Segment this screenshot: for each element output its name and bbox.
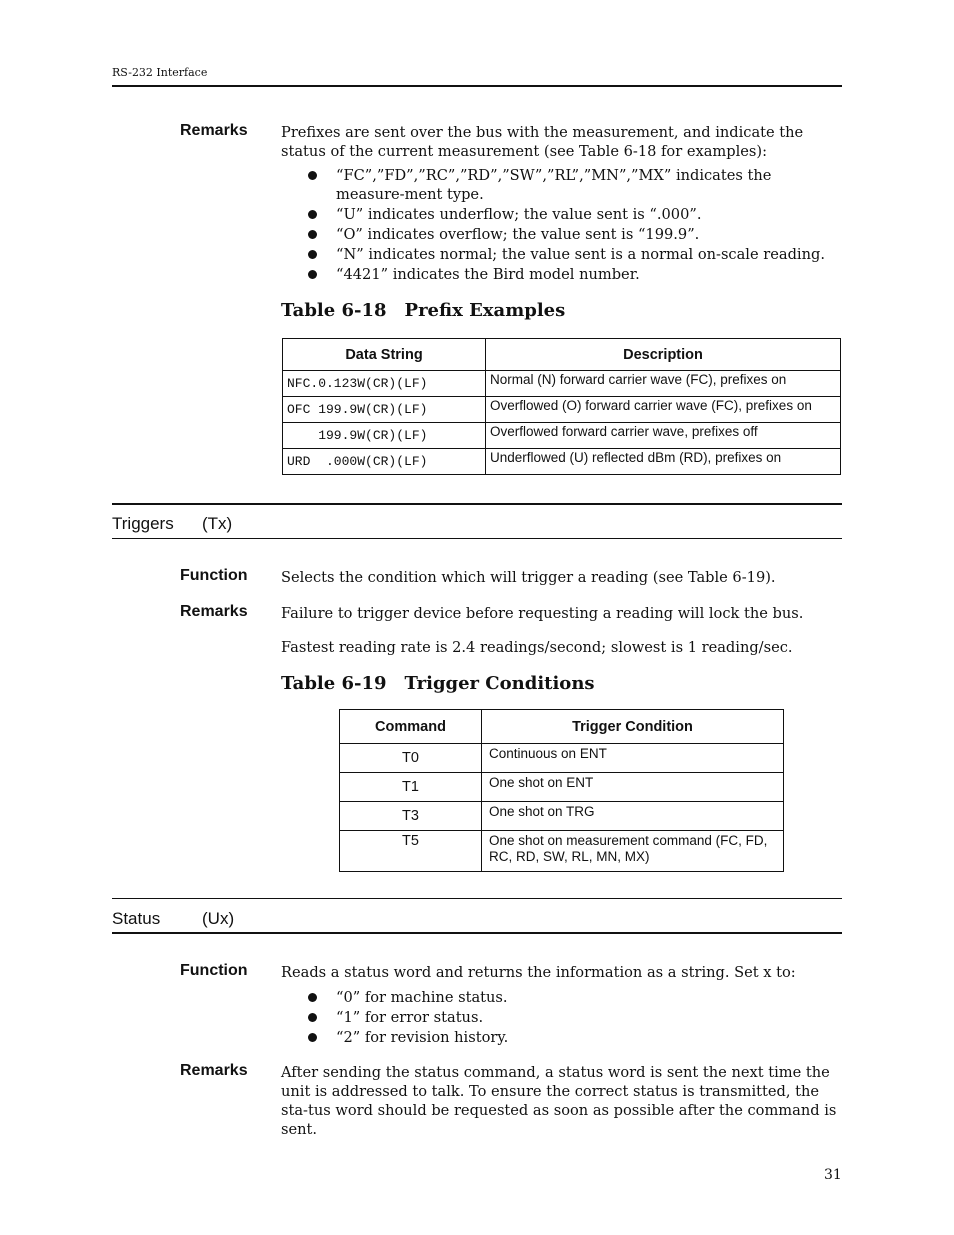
list-item: “U” indicates underflow; the value sent is “.000”.: [306, 205, 841, 224]
list-item: “O” indicates overflow; the value sent is “199.9”.: [306, 225, 841, 244]
header-rule: [112, 85, 842, 87]
triggers-remarks-text-2: Fastest reading rate is 2.4 readings/second; slowest is 1 reading/sec.: [281, 639, 793, 656]
prefix-remarks-text: Prefixes are sent over the bus with the measurement, and indicate the status of the current measurement (see Table 6-18 for examples):: [281, 124, 804, 160]
list-item: “0” for machine status.: [306, 988, 841, 1007]
page-number: 31: [824, 1167, 842, 1183]
status-remarks-text: After sending the status command, a status word is sent the next time the unit is addressed to talk. To ensure the correct status is transmitted, the sta-tus word should be requested as soon as possible after the command is sent.: [281, 1064, 837, 1138]
bullet-icon: [308, 1033, 317, 1042]
section-heading: Triggers (Tx): [112, 514, 233, 533]
command-cell: T0: [340, 744, 482, 773]
bullet-icon: [308, 270, 317, 279]
description-cell: Overflowed forward carrier wave, prefixes off: [486, 423, 841, 449]
condition-cell: Continuous on ENT: [482, 744, 784, 773]
table-row: [340, 744, 784, 773]
prefix-examples-table: [282, 338, 841, 475]
section-heading: Status (Ux): [112, 909, 235, 928]
running-head: RS-232 Interface: [112, 66, 208, 79]
list-item: “1” for error status.: [306, 1008, 841, 1027]
description-cell: Overflowed (O) forward carrier wave (FC), prefixes on: [486, 397, 841, 423]
list-item: “FC”,”FD”,”RC”,”RD”,”SW”,”RL”,”MN”,”MX” indicates the measure-ment type.: [306, 166, 841, 204]
triggers-remarks-text: Failure to trigger device before requesting a reading will lock the bus.: [281, 605, 804, 622]
condition-cell: One shot on TRG: [482, 802, 784, 831]
column-header: Command: [340, 710, 482, 744]
data-string-cell: 199.9W(CR)(LF): [283, 423, 486, 449]
bullet-icon: [308, 230, 317, 239]
bullet-icon: [308, 1013, 317, 1022]
condition-cell: One shot on ENT: [482, 773, 784, 802]
table-title: Table 6-19 Trigger Conditions: [281, 673, 595, 694]
table-header-row: [340, 710, 784, 744]
table-header-row: [283, 339, 841, 371]
column-header: Trigger Condition: [482, 710, 784, 744]
table-row: [340, 773, 784, 802]
command-cell: T3: [340, 802, 482, 831]
section-rule-bottom: [112, 932, 842, 934]
table-row: [340, 831, 784, 872]
status-function-text: Reads a status word and returns the information as a string. Set x to:: [281, 964, 796, 981]
description-cell: Underflowed (U) reflected dBm (RD), prefixes on: [486, 449, 841, 475]
list-item: “4421” indicates the Bird model number.: [306, 265, 841, 284]
remarks-label: Remarks: [180, 603, 248, 620]
table-row: [283, 423, 841, 449]
bullet-icon: [308, 250, 317, 259]
remarks-label: Remarks: [180, 122, 248, 139]
list-item: “2” for revision history.: [306, 1028, 841, 1047]
table-row: [283, 371, 841, 397]
column-header: Data String: [283, 339, 486, 371]
condition-cell: One shot on measurement command (FC, FD, RC, RD, SW, RL, MN, MX): [482, 831, 784, 872]
command-cell: T1: [340, 773, 482, 802]
trigger-conditions-table: [339, 709, 784, 872]
bullet-icon: [308, 171, 317, 180]
bullet-icon: [308, 210, 317, 219]
table-row: [340, 802, 784, 831]
prefix-bullet-list: [306, 166, 841, 284]
data-string-cell: URD .000W(CR)(LF): [283, 449, 486, 475]
triggers-function-text: Selects the condition which will trigger a reading (see Table 6-19).: [281, 569, 776, 586]
data-string-cell: NFC.0.123W(CR)(LF): [283, 371, 486, 397]
table-title: Table 6-18 Prefix Examples: [281, 300, 566, 321]
remarks-label: Remarks: [180, 1062, 248, 1079]
command-cell: T5: [340, 831, 482, 872]
function-label: Function: [180, 962, 248, 979]
data-string-cell: OFC 199.9W(CR)(LF): [283, 397, 486, 423]
bullet-icon: [308, 993, 317, 1002]
section-rule-top: [112, 898, 842, 899]
description-cell: Normal (N) forward carrier wave (FC), prefixes on: [486, 371, 841, 397]
function-label: Function: [180, 567, 248, 584]
status-bullet-list: [306, 988, 841, 1047]
list-item: “N” indicates normal; the value sent is a normal on-scale reading.: [306, 245, 841, 264]
section-rule-top: [112, 503, 842, 505]
column-header: Description: [486, 339, 841, 371]
table-row: [283, 449, 841, 475]
section-rule-bottom: [112, 538, 842, 539]
table-row: [283, 397, 841, 423]
